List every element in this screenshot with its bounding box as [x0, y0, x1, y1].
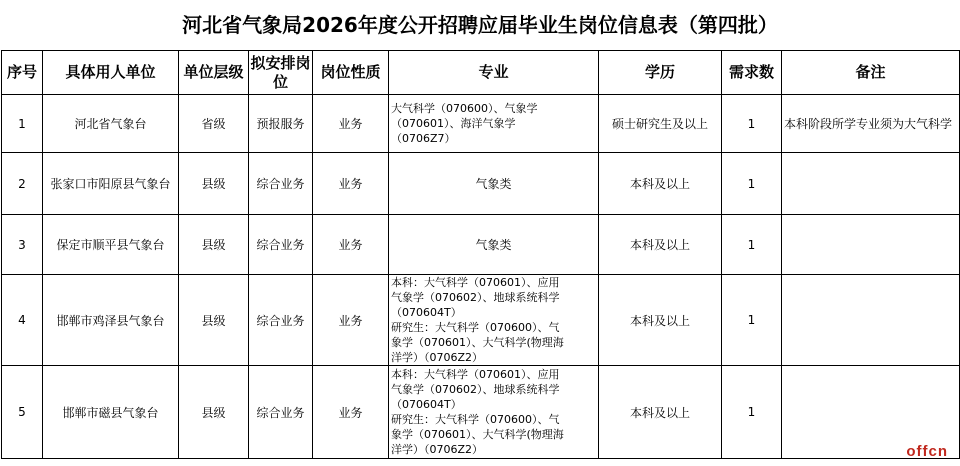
cell-education: 本科及以上 [599, 366, 722, 459]
header-no: 序号 [2, 51, 43, 95]
major-line: 洋学）（0706Z2） [391, 351, 484, 364]
header-count: 需求数 [722, 51, 782, 95]
major-line: 本科：大气科学（070601）、应用 [391, 368, 560, 381]
major-line: 大气科学（070600）、气象学 [391, 102, 538, 115]
header-row [2, 51, 960, 95]
table-row [2, 275, 960, 366]
cell-no: 4 [2, 275, 43, 366]
cell-count: 1 [722, 95, 782, 153]
cell-post: 综合业务 [249, 215, 313, 275]
cell-unit: 邯郸市磁县气象台 [43, 366, 179, 459]
major-line: （070601）、海洋气象学 [391, 117, 516, 130]
major-line: 气象学（070602）、地球系统科学 [391, 291, 560, 304]
cell-level: 省级 [179, 95, 249, 153]
cell-level: 县级 [179, 275, 249, 366]
cell-major [389, 366, 599, 459]
table-row [2, 215, 960, 275]
major-line: 本科：大气科学（070601）、应用 [391, 276, 560, 289]
cell-unit: 邯郸市鸡泽县气象台 [43, 275, 179, 366]
header-nature: 岗位性质 [313, 51, 389, 95]
cell-note [782, 215, 960, 275]
major-line: 象学（070601）、大气科学(物理海 [391, 428, 564, 441]
cell-no: 2 [2, 153, 43, 215]
header-level: 单位层级 [179, 51, 249, 95]
major-line: （0706Z7） [391, 132, 456, 145]
major-line: （070604T） [391, 306, 462, 319]
cell-post: 预报服务 [249, 95, 313, 153]
cell-count: 1 [722, 215, 782, 275]
cell-nature: 业务 [313, 215, 389, 275]
cell-education: 硕士研究生及以上 [599, 95, 722, 153]
header-post: 拟安排岗位 [249, 51, 313, 95]
cell-level: 县级 [179, 366, 249, 459]
cell-major [389, 275, 599, 366]
header-unit: 具体用人单位 [43, 51, 179, 95]
cell-no: 5 [2, 366, 43, 459]
cell-education: 本科及以上 [599, 215, 722, 275]
cell-unit: 河北省气象台 [43, 95, 179, 153]
table-row [2, 95, 960, 153]
major-line: 研究生：大气科学（070600）、气 [391, 413, 560, 426]
cell-level: 县级 [179, 215, 249, 275]
cell-major: 气象类 [389, 215, 599, 275]
cell-no: 3 [2, 215, 43, 275]
cell-note [782, 153, 960, 215]
header-education: 学历 [599, 51, 722, 95]
cell-count: 1 [722, 366, 782, 459]
major-line: （070604T） [391, 398, 462, 411]
major-line: 洋学）（0706Z2） [391, 443, 484, 456]
page-title: 河北省气象局2026年度公开招聘应届毕业生岗位信息表（第四批） [182, 13, 778, 37]
cell-no: 1 [2, 95, 43, 153]
cell-major: 气象类 [389, 153, 599, 215]
cell-education: 本科及以上 [599, 275, 722, 366]
cell-post: 综合业务 [249, 275, 313, 366]
watermark-logo: offcn [906, 443, 948, 460]
cell-post: 综合业务 [249, 153, 313, 215]
major-line: 气象学（070602）、地球系统科学 [391, 383, 560, 396]
job-info-table [1, 50, 960, 459]
cell-education: 本科及以上 [599, 153, 722, 215]
cell-nature: 业务 [313, 95, 389, 153]
cell-note: 本科阶段所学专业须为大气科学 [782, 95, 960, 153]
cell-nature: 业务 [313, 366, 389, 459]
cell-note [782, 275, 960, 366]
table-row [2, 153, 960, 215]
header-note: 备注 [782, 51, 960, 95]
cell-major [389, 95, 599, 153]
cell-count: 1 [722, 275, 782, 366]
cell-count: 1 [722, 153, 782, 215]
cell-nature: 业务 [313, 153, 389, 215]
header-major: 专业 [389, 51, 599, 95]
cell-post: 综合业务 [249, 366, 313, 459]
cell-unit: 保定市顺平县气象台 [43, 215, 179, 275]
cell-unit: 张家口市阳原县气象台 [43, 153, 179, 215]
cell-nature: 业务 [313, 275, 389, 366]
table-row [2, 366, 960, 459]
cell-level: 县级 [179, 153, 249, 215]
major-line: 象学（070601）、大气科学(物理海 [391, 336, 564, 349]
major-line: 研究生：大气科学（070600）、气 [391, 321, 560, 334]
